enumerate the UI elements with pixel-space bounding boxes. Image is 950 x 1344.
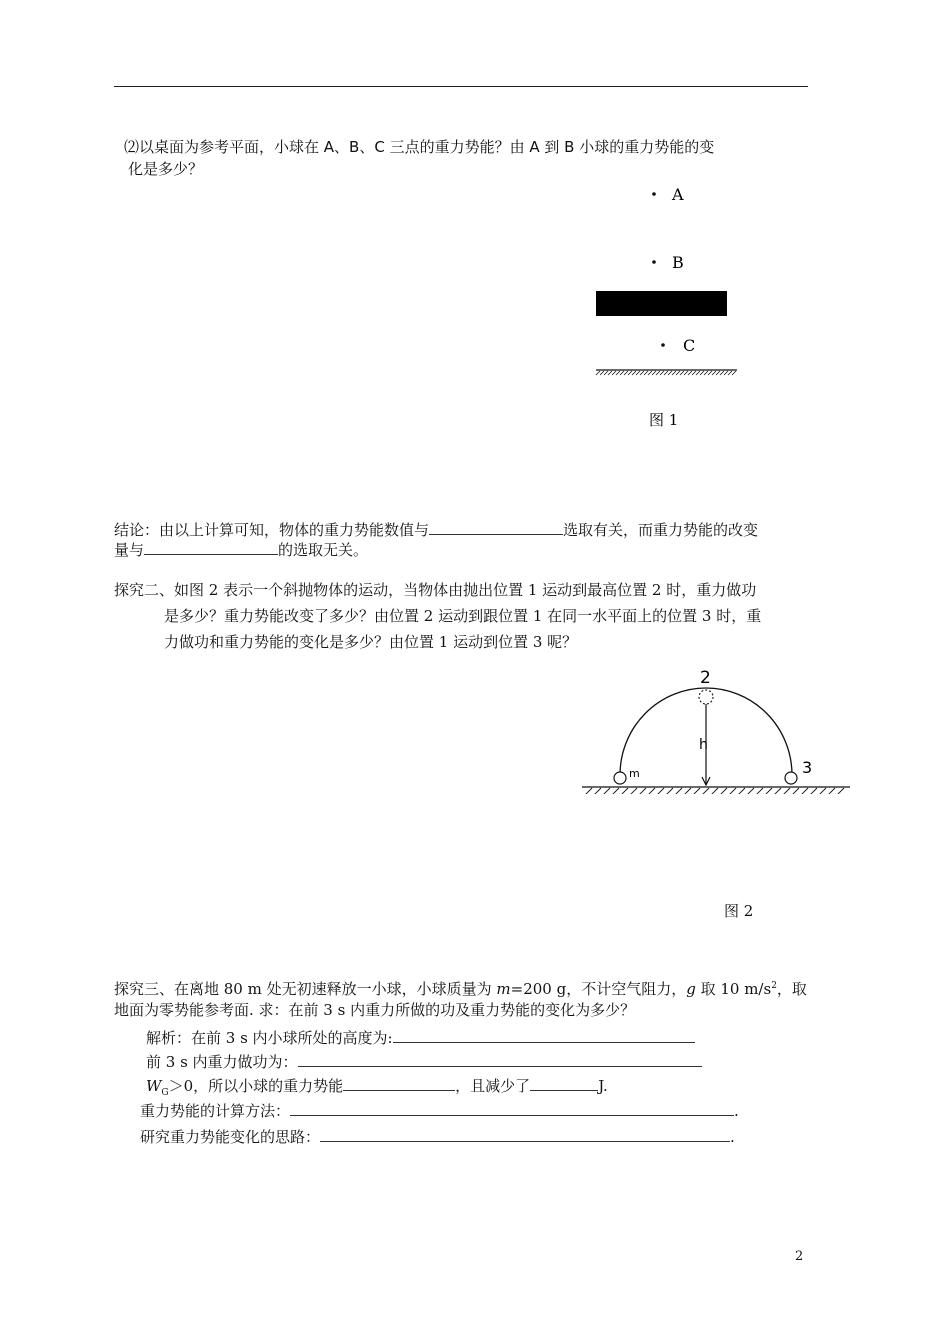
ball-position-1 bbox=[614, 772, 626, 784]
header-rule bbox=[114, 86, 808, 87]
hatch-mark bbox=[688, 371, 692, 375]
hatch-mark bbox=[837, 788, 844, 794]
hatch-mark bbox=[664, 371, 668, 375]
hatch-mark bbox=[708, 371, 712, 375]
label-height: h bbox=[699, 737, 708, 753]
hatch-mark bbox=[616, 371, 620, 375]
question-2-line2: 化是多少？ bbox=[128, 160, 204, 178]
hatch-mark bbox=[684, 788, 691, 794]
hatch-mark bbox=[819, 788, 826, 794]
page-number: 2 bbox=[795, 1249, 804, 1264]
hatch-mark bbox=[676, 371, 680, 375]
hatch-mark bbox=[603, 788, 610, 794]
hatch-mark bbox=[783, 788, 790, 794]
hatch-mark bbox=[612, 788, 619, 794]
table-top bbox=[596, 291, 727, 316]
hatch-mark bbox=[660, 371, 664, 375]
wg-line: $W_G>0$，所以小球的重力势能 ，且减少了 J. bbox=[146, 1074, 608, 1105]
work-line: 前 3 s 内重力做功为： bbox=[146, 1050, 702, 1074]
hatch-mark bbox=[657, 788, 664, 794]
method-line: 重力势能的计算方法： . bbox=[140, 1099, 739, 1123]
hatch-mark bbox=[675, 788, 682, 794]
hatch-mark bbox=[594, 788, 601, 794]
explore2-line3: 力做功和重力势能的变化是多少？由位置 1 运动到位置 3 呢？ bbox=[164, 633, 578, 651]
explore3-line1: 探究三、在离地 80 m 处无初速释放一小球，小球质量为 m=200 g，不计空气阻力，g 取 10 $m/s^2$，取 bbox=[114, 980, 807, 998]
hatch-mark bbox=[732, 371, 736, 375]
hatch-mark bbox=[666, 788, 673, 794]
floor-hatching bbox=[596, 371, 736, 375]
figure-2-caption: 图 2 bbox=[724, 902, 754, 920]
figure-2 bbox=[578, 664, 858, 798]
point-c bbox=[661, 343, 665, 347]
energy-change-blank[interactable] bbox=[343, 1074, 455, 1091]
method-answer-blank[interactable] bbox=[290, 1099, 734, 1116]
hatch-mark bbox=[700, 371, 704, 375]
point-b bbox=[652, 260, 656, 264]
hatch-mark bbox=[810, 788, 817, 794]
point-a bbox=[652, 192, 656, 196]
hatch-mark bbox=[729, 788, 736, 794]
label-b: B bbox=[672, 253, 684, 272]
hatch-mark bbox=[672, 371, 676, 375]
hatch-mark bbox=[632, 371, 636, 375]
energy-amount-blank[interactable] bbox=[530, 1074, 598, 1091]
label-position-2: 2 bbox=[700, 668, 711, 688]
hatch-mark bbox=[644, 371, 648, 375]
figure-1-caption: 图 1 bbox=[649, 411, 679, 429]
hatch-mark bbox=[680, 371, 684, 375]
analysis-line: 解析：在前 3 s 内小球所处的高度为: bbox=[146, 1026, 695, 1050]
hatch-mark bbox=[720, 788, 727, 794]
conclusion-line1: 结论：由以上计算可知，物体的重力势能数值与 选取有关，而重力势能的改变 bbox=[114, 518, 758, 542]
figure-1-diagram bbox=[590, 180, 750, 430]
label-position-3: 3 bbox=[802, 758, 813, 777]
label-a: A bbox=[672, 185, 684, 204]
conclusion-blank-2[interactable] bbox=[144, 538, 278, 555]
ball-position-2 bbox=[699, 690, 713, 704]
hatch-mark bbox=[716, 371, 720, 375]
hatch-mark bbox=[621, 788, 628, 794]
hatch-mark bbox=[668, 371, 672, 375]
hatch-mark bbox=[604, 371, 608, 375]
explore3-line2: 地面为零势能参考面. 求：在前 3 s 内重力所做的功及重力势能的变化为多少？ bbox=[114, 1001, 636, 1019]
hatch-mark bbox=[738, 788, 745, 794]
conclusion-blank-1[interactable] bbox=[429, 518, 563, 535]
hatch-mark bbox=[612, 371, 616, 375]
hatch-mark bbox=[596, 371, 600, 375]
hatch-mark bbox=[720, 371, 724, 375]
hatch-mark bbox=[624, 371, 628, 375]
figure-2-diagram bbox=[578, 664, 858, 794]
hatch-mark bbox=[640, 371, 644, 375]
hatch-mark bbox=[792, 788, 799, 794]
hatch-mark bbox=[648, 788, 655, 794]
hatch-mark bbox=[684, 371, 688, 375]
explore2-line2: 是多少？重力势能改变了多少？由位置 2 运动到跟位置 1 在同一水平面上的位置 3 时，重 bbox=[164, 607, 762, 625]
ground-hatching bbox=[585, 788, 844, 794]
figure-1 bbox=[590, 180, 750, 434]
hatch-mark bbox=[724, 371, 728, 375]
hatch-mark bbox=[620, 371, 624, 375]
hatch-mark bbox=[756, 788, 763, 794]
hatch-mark bbox=[765, 788, 772, 794]
hatch-mark bbox=[693, 788, 700, 794]
hatch-mark bbox=[585, 788, 592, 794]
hatch-mark bbox=[636, 371, 640, 375]
explore2-line1: 探究二、如图 2 表示一个斜抛物体的运动，当物体由抛出位置 1 运动到最高位置 2 时，重力做功 bbox=[114, 581, 757, 599]
hatch-mark bbox=[747, 788, 754, 794]
idea-line: 研究重力势能变化的思路： . bbox=[140, 1125, 735, 1149]
hatch-mark bbox=[696, 371, 700, 375]
hatch-mark bbox=[702, 788, 709, 794]
question-2 bbox=[124, 136, 714, 180]
hatch-mark bbox=[628, 371, 632, 375]
hatch-mark bbox=[712, 371, 716, 375]
question-2-line1: ⑵以桌面为参考平面，小球在 A、B、C 三点的重力势能？由 A 到 B 小球的重力势能的变 bbox=[124, 138, 715, 156]
hatch-mark bbox=[801, 788, 808, 794]
idea-answer-blank[interactable] bbox=[320, 1125, 730, 1142]
hatch-mark bbox=[704, 371, 708, 375]
label-c: C bbox=[683, 336, 696, 355]
label-mass: m bbox=[629, 767, 640, 780]
hatch-mark bbox=[728, 371, 732, 375]
hatch-mark bbox=[600, 371, 604, 375]
hatch-mark bbox=[608, 371, 612, 375]
height-answer-blank[interactable] bbox=[393, 1026, 695, 1043]
hatch-mark bbox=[656, 371, 660, 375]
hatch-mark bbox=[711, 788, 718, 794]
work-answer-blank[interactable] bbox=[298, 1050, 702, 1067]
hatch-mark bbox=[648, 371, 652, 375]
hatch-mark bbox=[639, 788, 646, 794]
conclusion-line2: 量与 的选取无关。 bbox=[114, 538, 368, 562]
hatch-mark bbox=[630, 788, 637, 794]
hatch-mark bbox=[828, 788, 835, 794]
hatch-mark bbox=[692, 371, 696, 375]
ball-position-3 bbox=[785, 772, 797, 784]
hatch-mark bbox=[652, 371, 656, 375]
hatch-mark bbox=[774, 788, 781, 794]
